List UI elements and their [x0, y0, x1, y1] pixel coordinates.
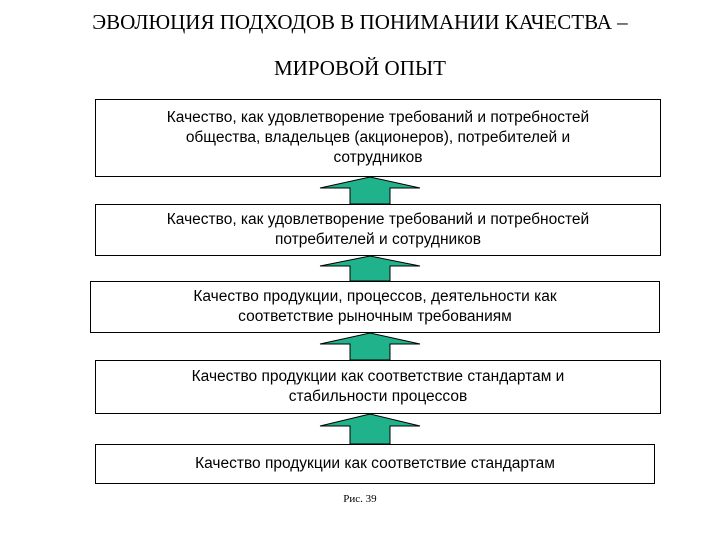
stage-box-2-standards-stability — [95, 360, 661, 414]
stage-box-1-standards — [95, 444, 655, 484]
title-line-1: ЭВОЛЮЦИЯ ПОДХОДОВ В ПОНИМАНИИ КАЧЕСТВА – — [92, 10, 628, 34]
stage-box-5-society — [95, 99, 661, 177]
up-arrow-icon — [320, 414, 420, 444]
stage-box-3-market — [90, 281, 660, 333]
stage-box-4-consumers-employees — [95, 204, 661, 256]
title-line-2: МИРОВОЙ ОПЫТ — [274, 56, 446, 80]
stage-box-2-text: Качество продукции как соответствие стандартам и стабильности процессов — [191, 368, 565, 405]
figure-caption: Рис. 39 — [343, 493, 377, 505]
stage-box-1-text: Качество продукции как соответствие стандартам — [195, 455, 555, 472]
up-arrow-icon — [320, 177, 420, 204]
up-arrow-icon — [320, 333, 420, 360]
stage-box-4-text: Качество, как удовлетворение требований и потребностей потребителей и сотрудников — [166, 211, 590, 248]
stage-box-3-text: Качество продукции, процессов, деятельности как соответствие рыночным требованиям — [193, 288, 557, 325]
up-arrow-icon — [320, 256, 420, 281]
stage-box-5-text: Качество, как удовлетворение требований и потребностей общества, владельцев (акционеров), потребителей и сотрудников — [166, 109, 590, 166]
